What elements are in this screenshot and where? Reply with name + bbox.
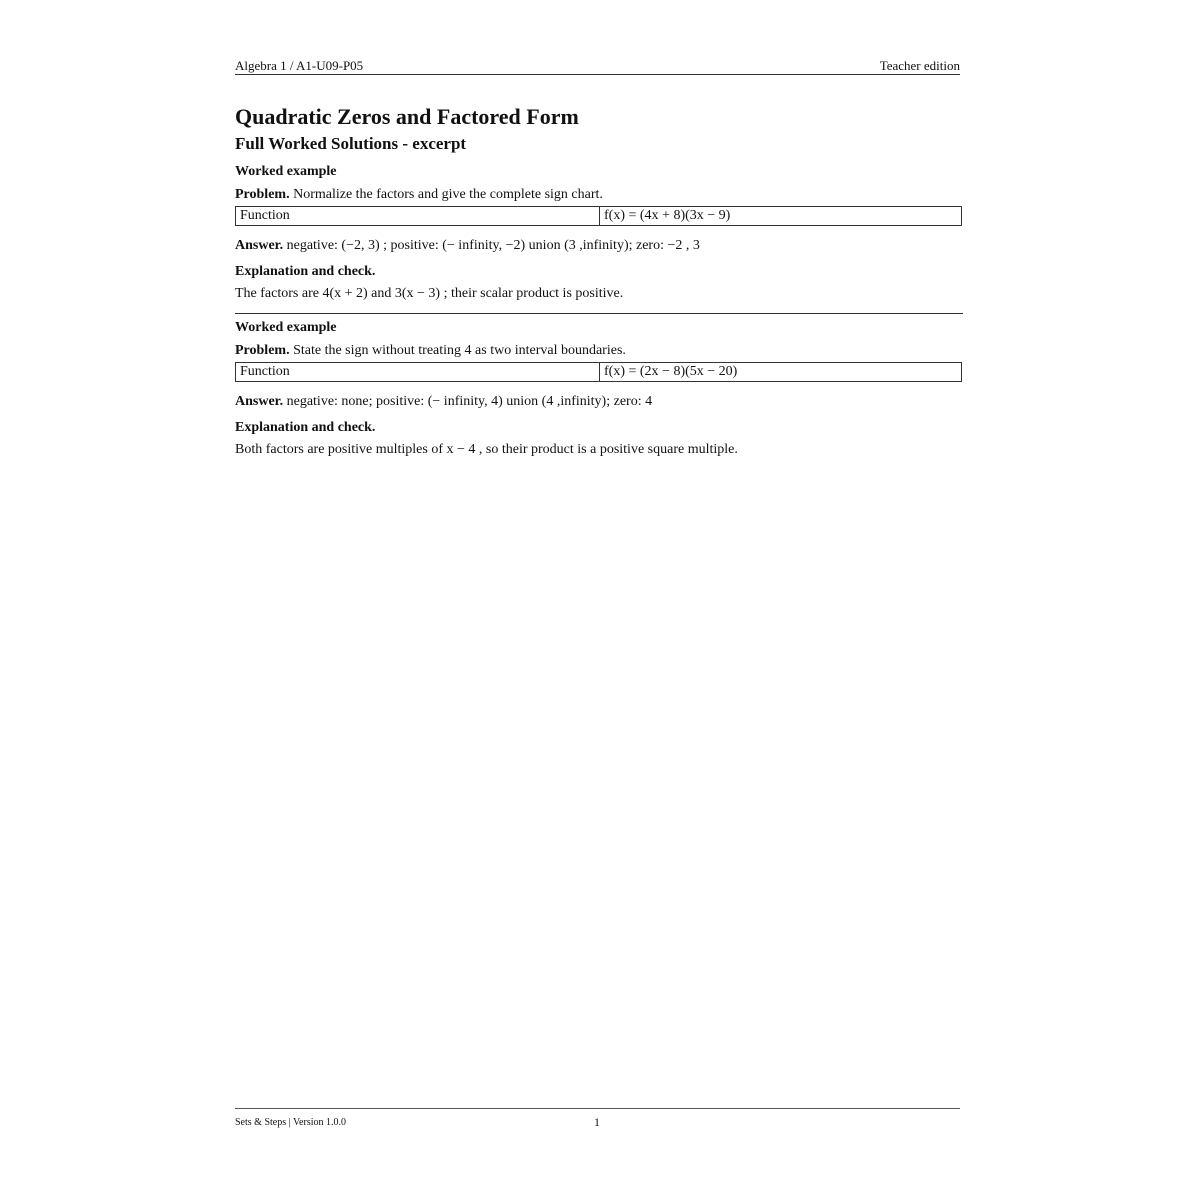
table-row [236, 207, 962, 226]
answer-line [235, 392, 963, 412]
edition-label: Teacher edition [879, 58, 960, 73]
function-label-cell: Function [236, 207, 600, 226]
problem-statement [235, 184, 963, 206]
example-heading: Worked example [235, 320, 337, 335]
function-table [235, 362, 962, 382]
example-heading: Worked example [235, 164, 337, 179]
function-value-cell: f(x) = (4x + 8)(3x − 9) [600, 207, 962, 226]
function-table [235, 206, 962, 226]
explanation-heading: Explanation and check. [235, 264, 376, 279]
worked-example-1 [235, 162, 963, 304]
page-subtitle: Full Worked Solutions - excerpt [235, 134, 467, 153]
explanation-text: Both factors are positive multiples of x − 4 , so their product is a positive square multiple. [235, 442, 738, 457]
answer-label: Answer. [235, 238, 284, 253]
course-code: Algebra 1 / A1-U09-P05 [235, 58, 364, 73]
answer-text: negative: (−2, 3) ; positive: (− infinity, −2) union (3 ,infinity); zero: −2 , 3 [286, 238, 700, 253]
table-row [236, 363, 962, 382]
problem-text: Normalize the factors and give the complete sign chart. [293, 187, 603, 202]
answer-line [235, 236, 963, 256]
page-title: Quadratic Zeros and Factored Form [235, 104, 579, 129]
footer-version: Sets & Steps | Version 1.0.0 [235, 1117, 346, 1128]
footer-divider [235, 1108, 960, 1109]
function-value-cell: f(x) = (2x − 8)(5x − 20) [600, 363, 962, 382]
explanation-text: The factors are 4(x + 2) and 3(x − 3) ; their scalar product is positive. [235, 286, 624, 301]
explanation-heading: Explanation and check. [235, 420, 376, 435]
problem-statement [235, 340, 963, 362]
section-divider [235, 313, 963, 314]
problem-label: Problem. [235, 187, 290, 202]
answer-label: Answer. [235, 394, 284, 409]
answer-text: negative: none; positive: (− infinity, 4) union (4 ,infinity); zero: 4 [286, 394, 653, 409]
problem-label: Problem. [235, 343, 290, 358]
worked-example-2 [235, 318, 963, 460]
function-label-cell: Function [236, 363, 600, 382]
problem-text: State the sign without treating 4 as two interval boundaries. [293, 343, 626, 358]
page-number: 1 [594, 1115, 600, 1129]
page-header [235, 58, 960, 75]
